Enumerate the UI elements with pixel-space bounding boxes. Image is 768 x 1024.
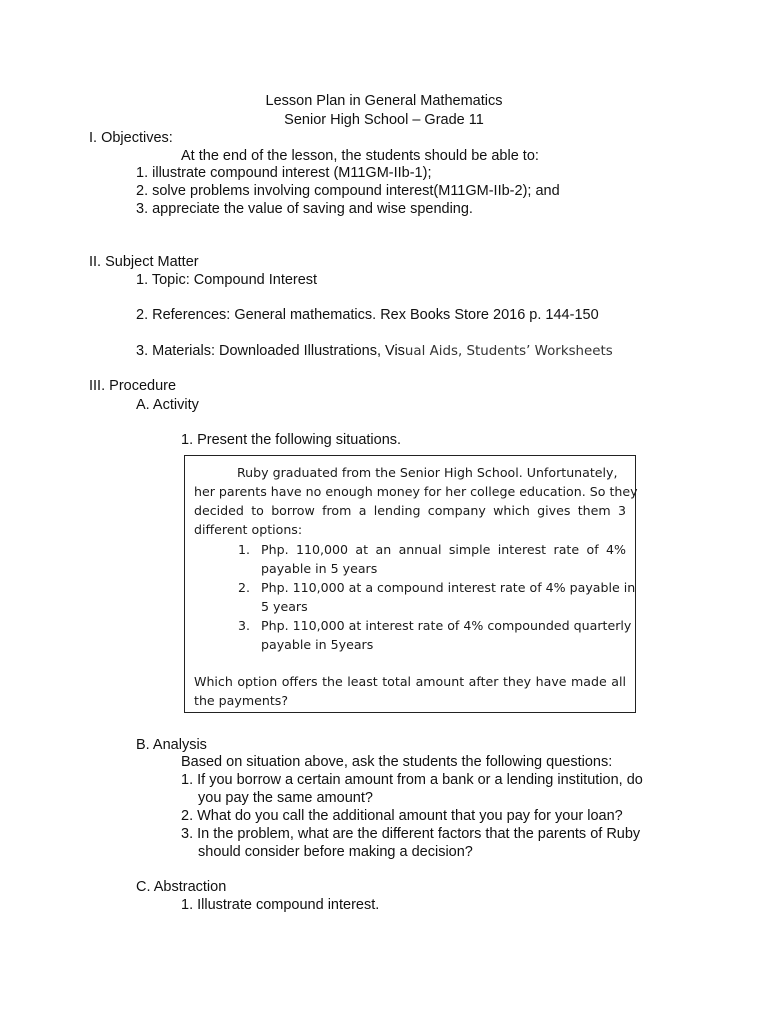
- materials-text-b: ual Aids, Students’ Worksheets: [404, 344, 613, 359]
- subject-matter-heading: II. Subject Matter: [89, 254, 199, 270]
- situation-question-line: Which option offers the least total amount after they have made all: [194, 674, 626, 689]
- document-title: Lesson Plan in General Mathematics: [265, 93, 503, 109]
- references-line: 2. References: General mathematics. Rex Books Store 2016 p. 144-150: [136, 307, 599, 323]
- situation-paragraph-line: her parents have no enough money for her college education. So they: [194, 484, 638, 499]
- option-text: Php. 110,000 at interest rate of 4% compounded quarterly: [261, 618, 632, 633]
- abstraction-step: 1. Illustrate compound interest.: [181, 897, 380, 913]
- analysis-intro: Based on situation above, ask the students the following questions:: [181, 754, 613, 770]
- option-text: Php. 110,000 at an annual simple interest rate of 4%: [261, 542, 626, 557]
- analysis-question: 2. What do you call the additional amount that you pay for your loan?: [181, 808, 623, 824]
- document-subtitle: Senior High School – Grade 11: [284, 112, 484, 128]
- materials-line: [136, 342, 613, 361]
- option-number: 3.: [238, 618, 251, 633]
- objectives-heading: I. Objectives:: [89, 130, 173, 146]
- option-text: 5 years: [261, 599, 308, 614]
- activity-heading: A. Activity: [136, 397, 199, 413]
- materials-text-a: 3. Materials: Downloaded Illustrations, Vis: [136, 343, 405, 359]
- situation-paragraph-line: decided to borrow from a lending company which gives them 3: [194, 503, 626, 518]
- situation-paragraph-line: Ruby graduated from the Senior High School. Unfortunately,: [237, 465, 618, 480]
- situation-question-line: the payments?: [194, 693, 289, 708]
- analysis-heading: B. Analysis: [136, 737, 207, 753]
- topic-line: 1. Topic: Compound Interest: [136, 272, 318, 288]
- option-text: payable in 5 years: [261, 561, 378, 576]
- objectives-intro: At the end of the lesson, the students should be able to:: [181, 148, 539, 164]
- objective-item: 3. appreciate the value of saving and wise spending.: [136, 201, 473, 217]
- option-number: 2.: [238, 580, 251, 595]
- analysis-question: 3. In the problem, what are the different factors that the parents of Ruby: [181, 826, 641, 842]
- option-text: payable in 5years: [261, 637, 374, 652]
- objective-item: 2. solve problems involving compound interest(M11GM-IIb-2); and: [136, 183, 560, 199]
- option-text: Php. 110,000 at a compound interest rate of 4% payable in: [261, 580, 636, 595]
- analysis-question-cont: should consider before making a decision?: [198, 844, 473, 860]
- objective-item: 1. illustrate compound interest (M11GM-IIb-1);: [136, 165, 432, 181]
- abstraction-heading: C. Abstraction: [136, 879, 227, 895]
- option-number: 1.: [238, 542, 251, 557]
- analysis-question-cont: you pay the same amount?: [198, 790, 373, 806]
- activity-step: 1. Present the following situations.: [181, 432, 402, 448]
- situation-paragraph-line: different options:: [194, 522, 303, 537]
- analysis-question: 1. If you borrow a certain amount from a bank or a lending institution, do: [181, 772, 643, 788]
- situation-box: [184, 455, 636, 713]
- procedure-heading: III. Procedure: [89, 378, 177, 394]
